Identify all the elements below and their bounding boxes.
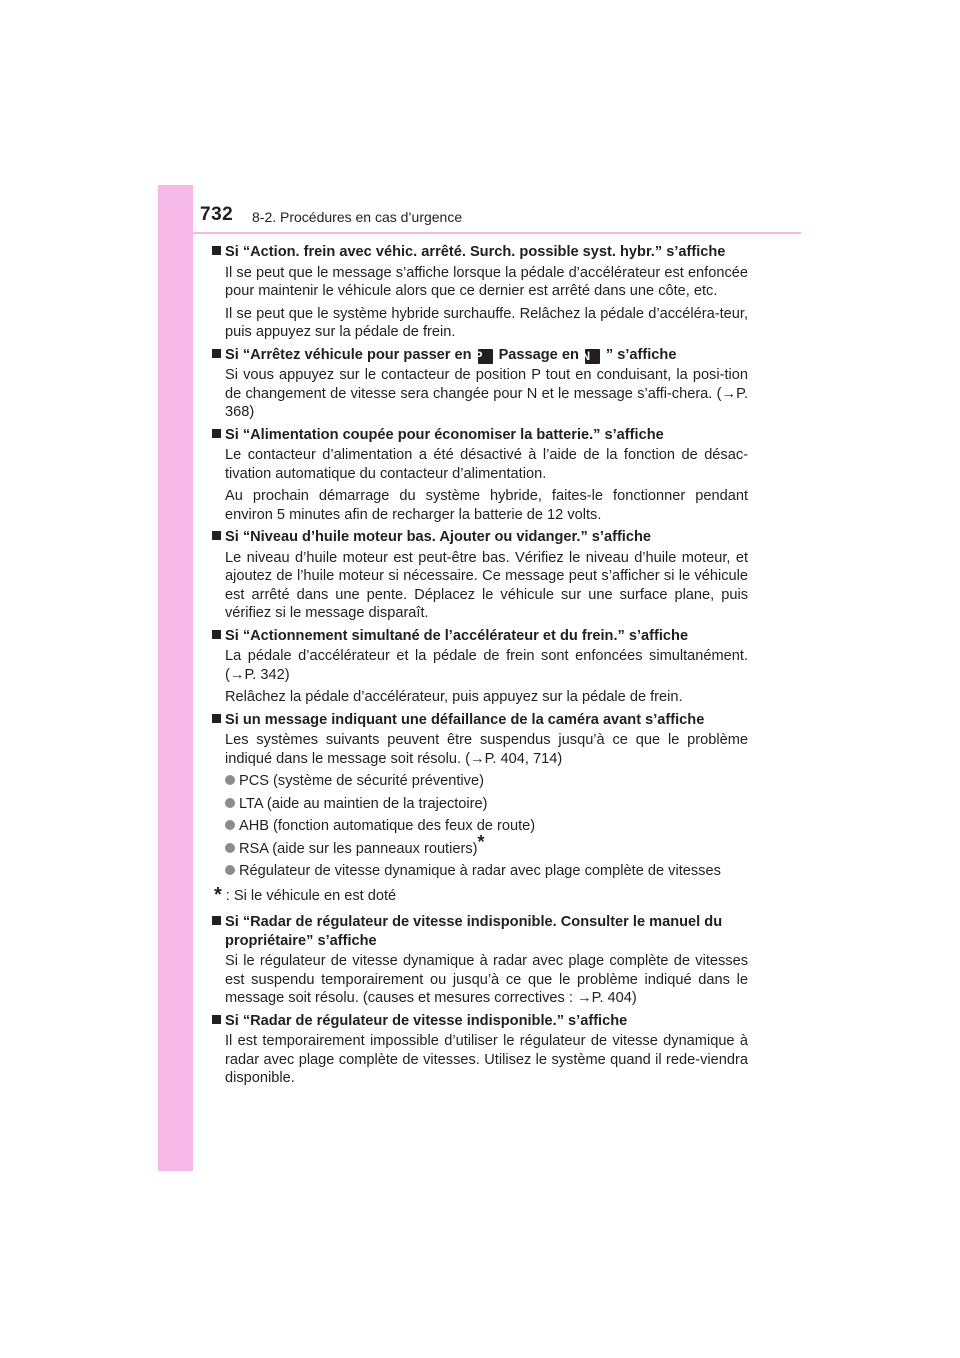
section-action-frein bbox=[212, 243, 748, 342]
paragraph: La pédale d’accélérateur et la pédale de frein sont enfoncées simultanément. (→P. 342) bbox=[225, 648, 748, 683]
section-heading: Si “Niveau d’huile moteur bas. Ajouter ou vidanger.” s’affiche bbox=[225, 529, 652, 545]
list-item: LTA (aide au maintien de la trajectoire) bbox=[212, 795, 748, 814]
section-heading-part: Si “Arrêtez véhicule pour passer en bbox=[225, 346, 472, 363]
section-heading: Si “Radar de régulateur de vitesse indisponible.” s’affiche bbox=[225, 1012, 628, 1029]
round-bullet-icon bbox=[225, 865, 235, 875]
paragraph: Si le régulateur de vitesse dynamique à radar avec plage complète de vitesses est suspendu temporairement ou jusqu’à ce que le problème indiqué dans le message soit résolu. (causes et mesures correctives : →P. 404) bbox=[225, 953, 748, 1006]
paragraph: Les systèmes suivants peuvent être suspendus jusqu’à ce que le problème indiqué dans le message soit résolu. (→P. 404, 714) bbox=[225, 732, 748, 767]
list-item: AHB (fonction automatique des feux de route) bbox=[212, 817, 748, 836]
square-bullet-icon bbox=[212, 630, 221, 639]
list-item: RSA (aide sur les panneaux routiers)* bbox=[212, 840, 748, 859]
section-radar-consulter-manuel bbox=[212, 913, 748, 1008]
paragraph: Si vous appuyez sur le contacteur de position P tout en conduisant, la posi-tion de changement de vitesse sera changée pour N et le message s’affi-chera. (→P. 368) bbox=[225, 367, 748, 420]
footnote-text: : Si le véhicule en est doté bbox=[225, 887, 397, 904]
section-heading: Si un message indiquant une défaillance de la caméra avant s’affiche bbox=[225, 711, 705, 728]
paragraph: Il se peut que le système hybride surchauffe. Relâchez la pédale d’accéléra-teur, puis appuyez sur la pédale de frein. bbox=[225, 305, 748, 340]
n-position-icon: N bbox=[585, 349, 600, 364]
section-alimentation-coupee bbox=[212, 426, 748, 525]
header-rule bbox=[193, 232, 801, 234]
section-heading: Si “Alimentation coupée pour économiser la batterie.” s’affiche bbox=[225, 426, 664, 443]
paragraph: Le contacteur d’alimentation a été désactivé à l’aide de la fonction de désac-tivation automatique du contacteur d’alimentation. bbox=[225, 447, 748, 482]
round-bullet-icon bbox=[225, 775, 235, 785]
paragraph: Relâchez la pédale d’accélérateur, puis appuyez sur la pédale de frein. bbox=[225, 689, 683, 705]
square-bullet-icon bbox=[212, 246, 221, 255]
section-arretez-vehicule bbox=[212, 346, 748, 422]
paragraph: Il est temporairement impossible d’utiliser le régulateur de vitesse dynamique à radar avec plage complète de vitesses. Utilisez le système quand il rede-viendra disponible. bbox=[225, 1033, 748, 1086]
section-radar-indisponible bbox=[212, 1012, 748, 1088]
square-bullet-icon bbox=[212, 916, 221, 925]
section-heading-part: ” s’affiche bbox=[605, 346, 677, 363]
section-heading: Si “Action. frein avec véhic. arrêté. Surch. possible syst. hybr.” s’affiche bbox=[225, 244, 726, 260]
square-bullet-icon bbox=[212, 349, 221, 358]
round-bullet-icon bbox=[225, 843, 235, 853]
square-bullet-icon bbox=[212, 429, 221, 438]
list-item: PCS (système de sécurité préventive) bbox=[212, 772, 748, 791]
footnote-marker: * bbox=[477, 831, 485, 852]
section-heading-part: Passage en bbox=[498, 346, 579, 363]
square-bullet-icon bbox=[212, 531, 221, 540]
footnote-star: * bbox=[214, 883, 222, 906]
page-content bbox=[212, 243, 748, 1092]
section-heading: Si “Radar de régulateur de vitesse indisponible. Consulter le manuel du propriétaire” s’affiche bbox=[225, 914, 723, 949]
paragraph: Au prochain démarrage du système hybride, faites-le fonctionner pendant environ 5 minutes afin de recharger la batterie de 12 volts. bbox=[225, 488, 748, 523]
p-position-icon: P bbox=[478, 349, 493, 364]
section-heading: Si “Actionnement simultané de l’accélérateur et du frein.” s’affiche bbox=[225, 627, 689, 644]
section-camera-avant bbox=[212, 711, 748, 906]
page-number: 732 bbox=[200, 204, 234, 225]
section-actionnement-simultane bbox=[212, 627, 748, 707]
section-niveau-huile bbox=[212, 528, 748, 623]
round-bullet-icon bbox=[225, 798, 235, 808]
list-item: Régulateur de vitesse dynamique à radar avec plage complète de vitesses bbox=[212, 862, 748, 881]
section-title: 8-2. Procédures en cas d’urgence bbox=[252, 209, 463, 225]
paragraph: Il se peut que le message s’affiche lorsque la pédale d’accélérateur est enfoncée pour maintenir le véhicule alors que ce dernier est arrêté dans une côte, etc. bbox=[225, 264, 748, 299]
square-bullet-icon bbox=[212, 1015, 221, 1024]
paragraph: Le niveau d’huile moteur est peut-être bas. Vérifiez le niveau d’huile moteur, et ajoutez de l’huile moteur si nécessaire. Ce message peut s’afficher si le véhicule est arrêté dans une pente. Déplacez le véhicule sur une surface plane, puis vérifiez si le message disparaît. bbox=[225, 549, 748, 621]
round-bullet-icon bbox=[225, 820, 235, 830]
chapter-tab-bar bbox=[158, 185, 193, 1171]
footnote bbox=[214, 883, 748, 906]
square-bullet-icon bbox=[212, 714, 221, 723]
